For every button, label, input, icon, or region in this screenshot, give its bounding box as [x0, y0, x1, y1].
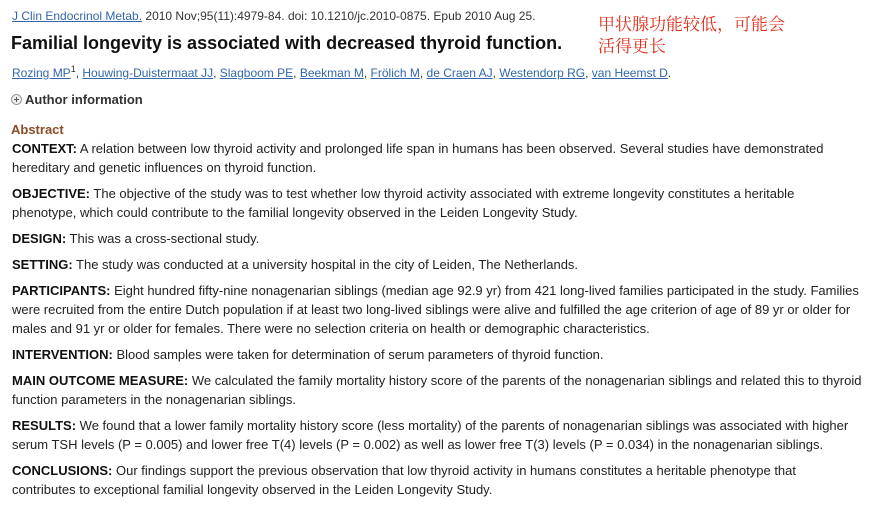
author-separator: .	[667, 66, 672, 80]
abstract-section	[12, 371, 862, 409]
author-separator: ,	[363, 66, 371, 80]
author-separator: ,	[293, 66, 300, 80]
author-separator: ,	[585, 66, 592, 80]
author-link[interactable]: van Heemst D	[591, 66, 668, 80]
section-text: Blood samples were taken for determination of serum parameters of thyroid function.	[112, 347, 604, 362]
section-label: CONTEXT:	[12, 141, 77, 156]
citation-line	[12, 9, 535, 23]
section-text: A relation between low thyroid activity and prolonged life span in humans has been observed. Several studies have demonstrated hereditary and genetic influences on thyroid function.	[12, 141, 824, 175]
citation-details: 2010 Nov;95(11):4979-84. doi: 10.1210/jc.2010-0875. Epub 2010 Aug 25.	[142, 9, 536, 23]
abstract-section	[12, 461, 862, 499]
author-link[interactable]: de Craen AJ	[426, 66, 493, 80]
abstract-section	[12, 229, 862, 248]
section-label: PARTICIPANTS:	[12, 283, 111, 298]
section-label: SETTING:	[12, 257, 73, 272]
abstract-section	[12, 416, 862, 454]
section-label: OBJECTIVE:	[12, 186, 91, 201]
author-info-toggle[interactable]	[11, 92, 143, 107]
handwritten-annotation: 甲状腺功能较低，可能会活得更长	[598, 15, 785, 57]
section-label: CONCLUSIONS:	[12, 463, 113, 478]
journal-link[interactable]: J Clin Endocrinol Metab.	[12, 9, 143, 23]
section-label: RESULTS:	[12, 418, 77, 433]
section-text: Our findings support the previous observation that low thyroid activity in humans constitutes a heritable phenotype that contributes to exceptional familial longevity observed in the Leiden Longevity Study.	[12, 463, 797, 497]
author-link[interactable]: Houwing-Duistermaat JJ	[82, 66, 214, 80]
affiliation-sup: 1	[70, 64, 76, 74]
expand-plus-icon[interactable]	[11, 94, 22, 105]
author-separator: ,	[419, 66, 427, 80]
section-text: We found that a lower family mortality history score (less mortality) of the parents of nonagenarian siblings was associated with higher serum TSH levels (P = 0.005) and lower free T(4) levels (P = 0.002) as well as lower free T(3) levels (P = 0.034) in the nonagenarian siblings.	[12, 418, 849, 452]
author-link[interactable]: Rozing MP	[12, 66, 71, 80]
author-list	[12, 64, 671, 80]
section-text: The objective of the study was to test whether low thyroid activity associated with extreme longevity constitutes a heritable phenotype, which could contribute to the familial longevity observed in the Leiden Longevity Study.	[12, 186, 795, 220]
author-separator: ,	[492, 66, 500, 80]
section-text: We calculated the family mortality history score of the parents of the nonagenarian siblings and related this to thyroid function parameters in the nonagenarian siblings.	[12, 373, 862, 407]
author-separator: ,	[75, 66, 83, 80]
section-text: The study was conducted at a university hospital in the city of Leiden, The Netherlands.	[72, 257, 579, 272]
author-info-label: Author information	[25, 92, 143, 107]
abstract-body	[12, 139, 862, 506]
article-title: Familial longevity is associated with decreased thyroid function.	[11, 33, 563, 53]
abstract-section	[12, 345, 862, 364]
section-text: This was a cross-sectional study.	[66, 231, 260, 246]
abstract-heading: Abstract	[11, 122, 64, 137]
section-label: MAIN OUTCOME MEASURE:	[12, 373, 189, 388]
abstract-section	[12, 255, 862, 274]
section-text: Eight hundred fifty-nine nonagenarian siblings (median age 92.9 yr) from 421 long-lived families participated in the study. Families were recruited from the entire Dutch population if at least two long-lived siblings were alive and fulfilled the age criterion of age of 89 yr or older for males and 91 yr or older for females. There were no selection criteria on health or demographic characteristics.	[12, 283, 859, 336]
abstract-section	[12, 281, 862, 338]
author-link[interactable]: Frölich M	[370, 66, 420, 80]
author-separator: ,	[213, 66, 220, 80]
section-label: DESIGN:	[12, 231, 67, 246]
author-link[interactable]: Westendorp RG	[499, 66, 586, 80]
abstract-section	[12, 184, 862, 222]
author-link[interactable]: Slagboom PE	[219, 66, 294, 80]
author-link[interactable]: Beekman M	[299, 66, 364, 80]
abstract-section	[12, 139, 862, 177]
section-label: INTERVENTION:	[12, 347, 113, 362]
